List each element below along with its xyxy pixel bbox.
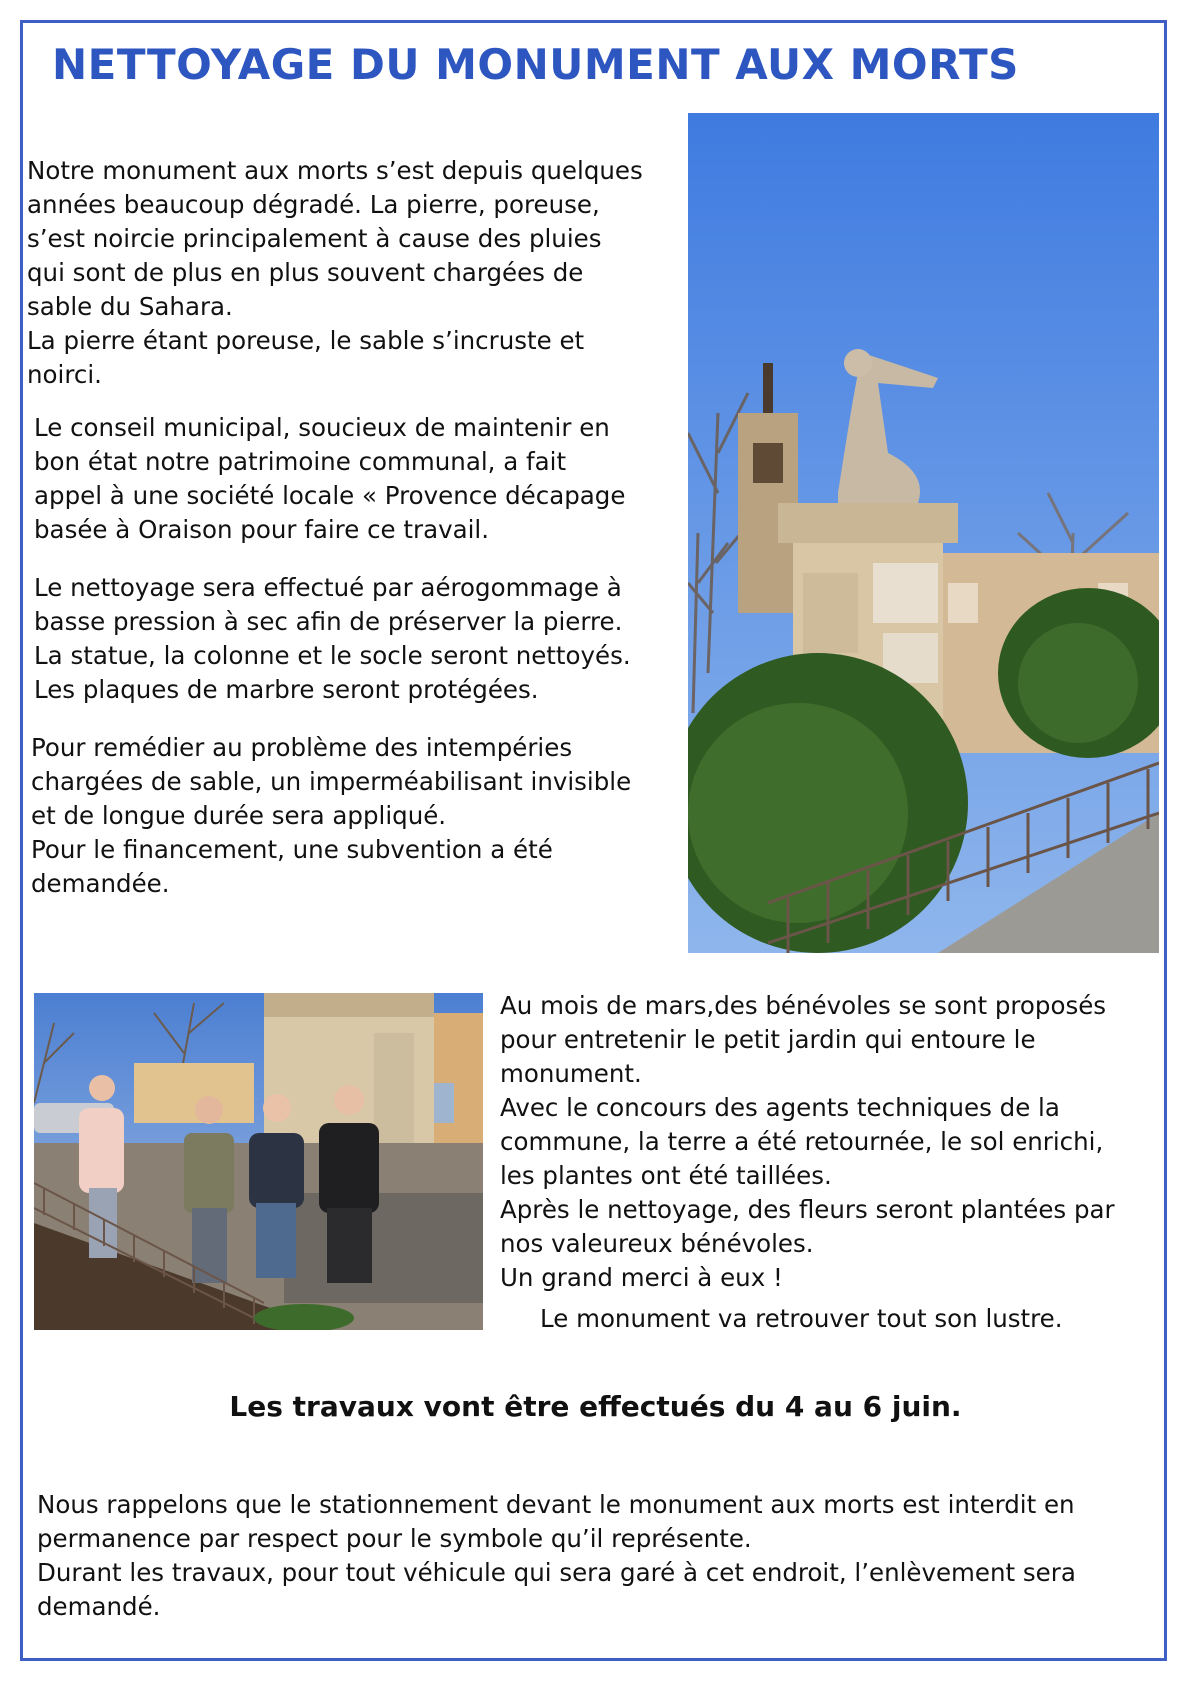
paragraph-cleaning: Le nettoyage sera effectué par aérogommage à basse pression à sec afin de préserver la pierre. La statue, la colonne et le socle seront nettoyés. Les plaques de marbre seront protégées. [34,573,631,704]
paragraph-council: Le conseil municipal, soucieux de maintenir en bon état notre patrimoine communal, a fait appel à une société locale « Provence décapage basée à Oraison pour faire ce travail. [34,413,626,544]
page-title: NETTOYAGE DU MONUMENT AUX MORTS [52,40,1019,89]
volunteers-photo [34,993,483,1330]
paragraph-weather: Pour remédier au problème des intempéries chargées de sable, un imperméabilisant invisible et de longue durée sera appliqué. Pour le financement, une subvention a été demandée. [31,733,632,898]
paragraph-intro: Notre monument aux morts s’est depuis quelques années beaucoup dégradé. La pierre, poreuse, s’est noircie principalement à cause des pluies qui sont de plus en plus souvent chargées de sable du Sahara. La pierre étant poreuse, le sable s’incruste et noirci. [27,156,643,389]
paragraph-parking: Nous rappelons que le stationnement devant le monument aux morts est interdit en permanence par respect pour le symbole qu’il représente. Durant les travaux, pour tout véhicule qui sera garé à cet endroit, l’enlèvement sera demandé. [37,1490,1076,1621]
dates-banner: Les travaux vont être effectués du 4 au 6 juin. [229,1390,962,1423]
paragraph-lustre: Le monument va retrouver tout son lustre. [540,1304,1063,1333]
monument-photo [688,113,1159,953]
paragraph-volunteers: Au mois de mars,des bénévoles se sont proposés pour entretenir le petit jardin qui entoure le monument. Avec le concours des agents techniques de la commune, la terre a été retournée, le sol enrichi, les plantes ont été taillées. Après le nettoyage, des fleurs seront plantées par nos valeureux bénévoles. Un grand merci à eux ! [500,991,1115,1292]
